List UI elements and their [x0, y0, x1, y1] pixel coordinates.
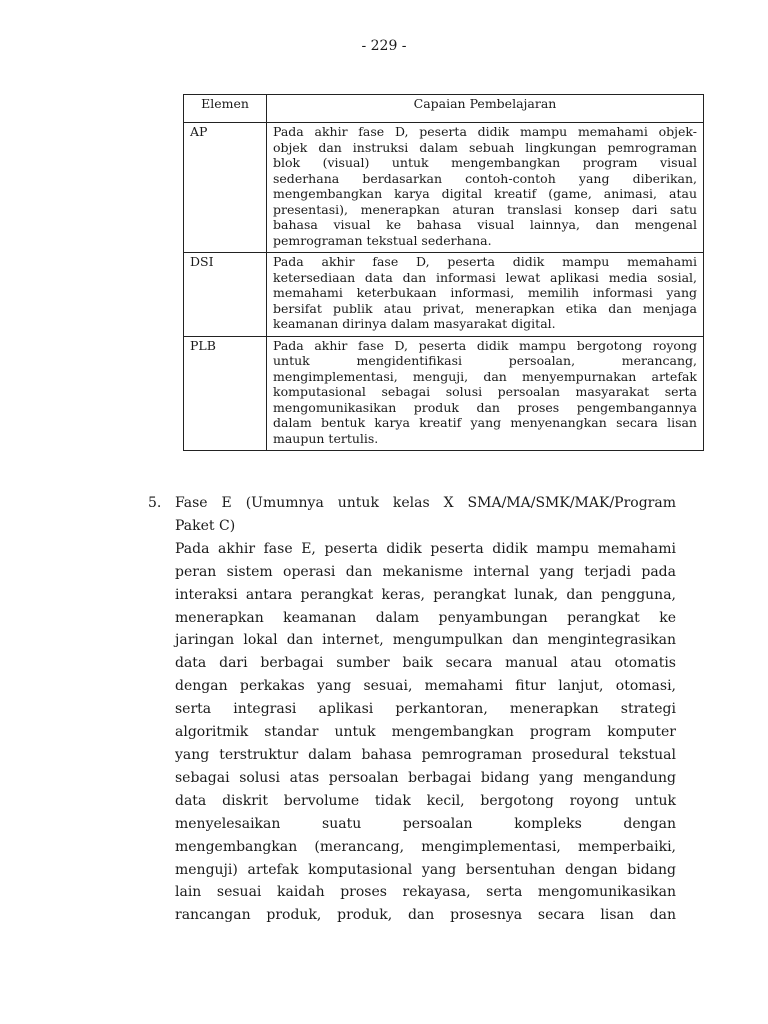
section-title-line1: Fase E (Umumnya untuk kelas X SMA/MA/SMK/MAK/Program	[175, 495, 676, 511]
element-code: AP	[184, 123, 267, 253]
paragraph-line: interaksi antara perangkat keras, perangkat lunak, dan pengguna,	[175, 586, 676, 603]
table-header-row	[184, 95, 704, 123]
section-paragraph	[175, 538, 676, 927]
paragraph-line: menyelesaikan suatu persoalan kompleks dengan	[175, 815, 676, 832]
paragraph-line: algoritmik standar untuk mengembangkan program komputer	[175, 724, 676, 741]
paragraph-line: serta integrasi aplikasi perkantoran, menerapkan strategi	[175, 701, 676, 718]
table-row	[184, 253, 704, 337]
outcome-line: bahasa visual ke bahasa visual lainnya, dan mengenal	[273, 217, 697, 232]
outcome-line: ketersediaan data dan informasi lewat aplikasi media sosial,	[273, 269, 697, 285]
table-row	[184, 336, 704, 451]
paragraph-line: data diskrit bervolume tidak kecil, bergotong royong untuk	[175, 792, 676, 809]
outcome-line: untuk mengidentifikasi persoalan, merancang,	[273, 353, 697, 368]
section-title	[175, 492, 676, 538]
outcome-line: dalam bentuk karya kreatif yang menyenangkan secara lisan	[273, 415, 697, 430]
outcome-line: bersifat publik atau privat, menerapkan etika dan menjaga	[273, 300, 697, 316]
header-learning-outcome: Capaian Pembelajaran	[267, 95, 704, 123]
outcome-line: Pada akhir fase D, peserta didik mampu memahami objek-	[273, 124, 697, 139]
learning-outcome-text	[267, 336, 704, 451]
paragraph-line: mengembangkan (merancang, mengimplementasi, memperbaiki,	[175, 838, 676, 855]
section-title-line2: Paket C)	[175, 517, 236, 534]
paragraph-line: sebagai solusi atas persoalan berbagai bidang yang mengandung	[175, 769, 676, 786]
section-number: 5.	[148, 495, 162, 511]
outcome-line: keamanan dirinya dalam masyarakat digital.	[273, 316, 556, 331]
outcome-line: Pada akhir fase D, peserta didik mampu memahami	[273, 254, 697, 269]
learning-outcome-text	[267, 123, 704, 253]
element-code: DSI	[184, 253, 267, 337]
outcome-line: objek dan instruksi dalam sebuah lingkungan pemrograman	[273, 139, 697, 155]
paragraph-line: dengan perkakas yang sesuai, memahami fitur lanjut, otomasi,	[175, 678, 676, 695]
section-fase-e	[148, 492, 676, 927]
paragraph-line: peran sistem operasi dan mekanisme internal yang terjadi pada	[175, 563, 676, 580]
paragraph-line: yang terstruktur dalam bahasa pemrograman prosedural tekstual	[175, 746, 676, 763]
header-element: Elemen	[184, 95, 267, 123]
outcome-line: mengomunikasikan produk dan proses pengembangannya	[273, 399, 697, 415]
page-number: - 229 -	[361, 38, 407, 54]
outcome-line: maupun tertulis.	[273, 430, 379, 446]
outcome-line: Pada akhir fase D, peserta didik mampu bergotong royong	[273, 337, 697, 353]
outcome-line: blok (visual) untuk mengembangkan program visual	[273, 155, 697, 170]
outcome-line: mengembangkan karya digital kreatif (game, animasi, atau	[273, 186, 697, 201]
paragraph-line: rancangan produk, produk, dan prosesnya secara lisan dan	[175, 907, 676, 924]
outcome-line: memahami keterbukaan informasi, memilih informasi yang	[273, 285, 697, 300]
paragraph-line: menerapkan keamanan dalam penyambungan perangkat ke	[175, 609, 676, 626]
outcome-line: pemrograman tekstual sederhana.	[273, 232, 492, 248]
outcome-line: mengimplementasi, menguji, dan menyempurnakan artefak	[273, 368, 697, 384]
paragraph-line: jaringan lokal dan internet, mengumpulkan dan mengintegrasikan	[175, 632, 676, 649]
element-code: PLB	[184, 336, 267, 451]
paragraph-line: data dari berbagai sumber baik secara manual atau otomatis	[175, 655, 676, 672]
outcome-line: komputasional sebagai solusi persoalan masyarakat serta	[273, 384, 697, 399]
paragraph-line: Pada akhir fase E, peserta didik peserta didik mampu memahami	[175, 540, 676, 557]
learning-outcome-text	[267, 253, 704, 337]
paragraph-line: lain sesuai kaidah proses rekayasa, serta mengomunikasikan	[175, 884, 676, 901]
outcome-line: presentasi), menerapkan aturan translasi konsep dari satu	[273, 201, 697, 217]
table-row	[184, 123, 704, 253]
learning-outcomes-table	[183, 94, 704, 451]
paragraph-line: menguji) artefak komputasional yang bersentuhan dengan bidang	[175, 861, 676, 878]
outcome-line: sederhana berdasarkan contoh-contoh yang diberikan,	[273, 170, 697, 186]
